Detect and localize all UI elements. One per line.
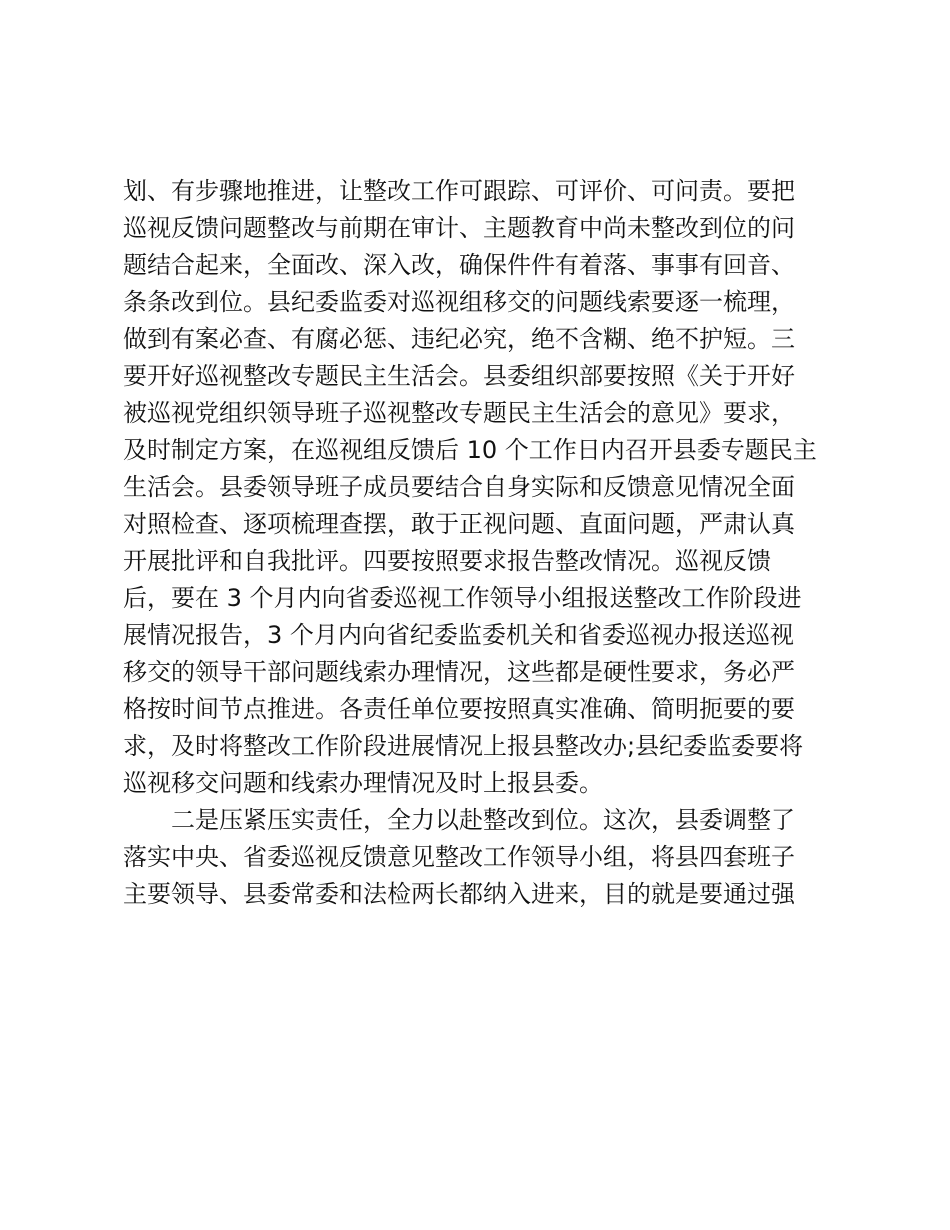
text-line: 做到有案必查、有腐必惩、违纪必究，绝不含糊、绝不护短。三 [123,325,795,353]
text-line: 题结合起来，全面改、深入改，确保件件有着落、事事有回音、 [123,251,795,279]
text-line: 落实中央、省委巡视反馈意见整改工作领导小组，将县四套班子 [123,843,795,871]
text-line: 巡视反馈问题整改与前期在审计、主题教育中尚未整改到位的问 [123,214,795,242]
text-line: 移交的领导干部问题线索办理情况，这些都是硬性要求，务必严 [123,658,795,686]
text-line: 条条改到位。县纪委监委对巡视组移交的问题线索要逐一梳理， [123,288,795,316]
text-line: 对照检查、逐项梳理查摆，敢于正视问题、直面问题，严肃认真 [123,510,795,538]
text-line: 划、有步骤地推进，让整改工作可跟踪、可评价、可问责。要把 [123,177,795,205]
text-line: 生活会。县委领导班子成员要结合自身实际和反馈意见情况全面 [123,473,795,501]
text-line: 被巡视党组织领导班子巡视整改专题民主生活会的意见》要求， [123,399,795,427]
paragraph-first-line: 二是压紧压实责任，全力以赴整改到位。这次，县委调整了 [171,806,795,834]
text-line: 巡视移交问题和线索办理情况及时上报县委。 [123,769,603,797]
text-line: 格按时间节点推进。各责任单位要按照真实准确、简明扼要的要 [123,695,795,723]
text-line: 及时制定方案，在巡视组反馈后 10 个工作日内召开县委专题民主 [123,436,817,464]
text-line: 开展批评和自我批评。四要按照要求报告整改情况。巡视反馈 [123,547,771,575]
text-line: 展情况报告，3 个月内向省纪委监委机关和省委巡视办报送巡视 [123,621,794,649]
text-line: 主要领导、县委常委和法检两长都纳入进来，目的就是要通过强 [123,880,795,908]
text-line: 要开好巡视整改专题民主生活会。县委组织部要按照《关于开好 [123,362,795,390]
text-line: 求，及时将整改工作阶段进展情况上报县整改办;县纪委监委要将 [123,732,804,760]
text-line: 后，要在 3 个月内向省委巡视工作领导小组报送整改工作阶段进 [123,584,802,612]
